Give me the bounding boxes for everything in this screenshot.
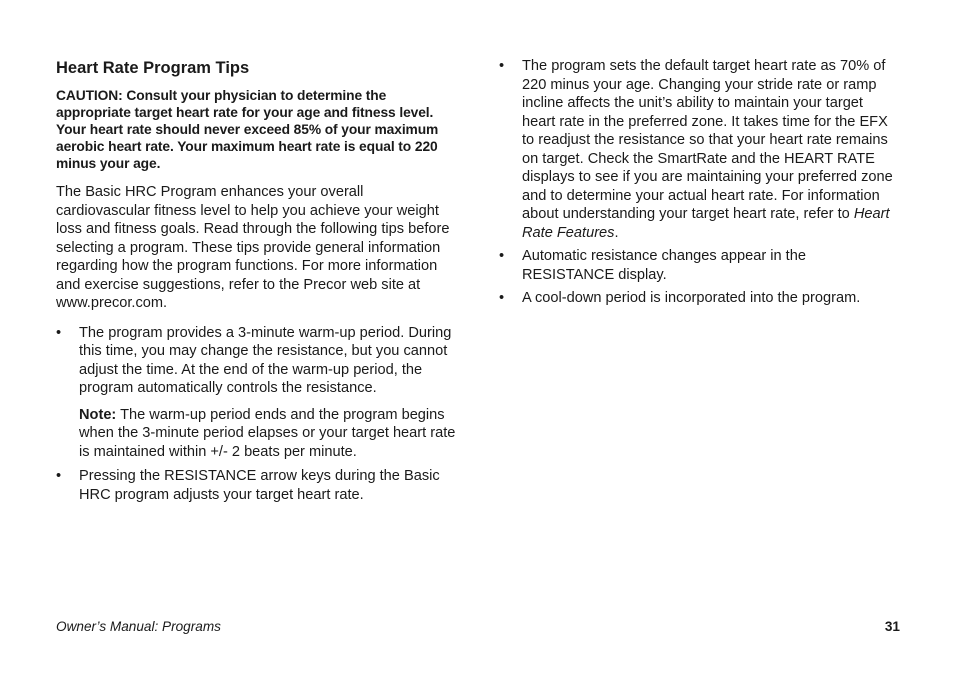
list-item-text-end: . — [614, 224, 619, 241]
list-item-text: The program provides a 3-minute warm-up period. During this time, you may change the resistance, but you cannot adjust the time. At the end of the warm-up period, the program automatically controls the resistance. — [79, 324, 452, 396]
note-label: Note: — [79, 406, 117, 423]
intro-paragraph: The Basic HRC Program enhances your overall cardiovascular fitness level to help you achieve your weight loss and fitness goals. Read through the following tips before selecting a program. These tips provide general information regarding how the program functions. For more information and exercise suggestions, refer to the Precor web site at www.precor.com. — [56, 184, 450, 311]
list-item — [499, 247, 899, 284]
right-column — [499, 57, 899, 313]
left-bullet-list — [56, 324, 456, 505]
reference-link-text: Heart Rate Features — [522, 206, 890, 241]
right-bullet-list — [499, 57, 899, 308]
section-heading: Heart Rate Program Tips — [56, 59, 250, 77]
list-item-text: Pressing the RESISTANCE arrow keys during the Basic HRC program adjusts your target heart rate. — [79, 468, 440, 503]
bullet-icon: • — [56, 324, 62, 341]
bullet-icon: • — [499, 290, 505, 306]
left-column — [56, 57, 456, 509]
list-item-text: The program sets the default target heart rate as 70% of 220 minus your age. Changing your stride rate or ramp incline affects the unit’s ability to maintain your target heart rate in the preferred zone. It takes time for the EFX to readjust the resistance so that your heart rate remains on target. Check the SmartRate and the HEART RATE displays to see if you are maintaining your preferred zone and to determine your actual heart rate. For information about understanding your target heart rate, refer to — [522, 58, 893, 222]
footer-title: Owner’s Manual: Programs — [56, 619, 221, 634]
list-item-text: Automatic resistance changes appear in the RESISTANCE display. — [522, 248, 806, 283]
list-item — [499, 289, 899, 308]
list-item-text: A cool-down period is incorporated into the program. — [522, 290, 861, 306]
list-item — [56, 467, 456, 504]
bullet-icon: • — [499, 248, 505, 264]
caution-text: CAUTION: Consult your physician to determine the appropriate target heart rate for your age and fitness level. Your heart rate should never exceed 85% of your maximum aerobic heart rate. Your maximum heart rate is equal to 220 minus your age. — [56, 88, 439, 171]
page-number: 31 — [884, 619, 900, 634]
bullet-icon: • — [499, 58, 505, 74]
bullet-icon: • — [56, 468, 62, 484]
note — [79, 406, 456, 462]
list-item — [499, 57, 899, 242]
note-text: The warm-up period ends and the program begins when the 3-minute period elapses or your target heart rate is maintained within +/- 2 beats per minute. — [79, 406, 456, 460]
list-item — [56, 324, 456, 462]
